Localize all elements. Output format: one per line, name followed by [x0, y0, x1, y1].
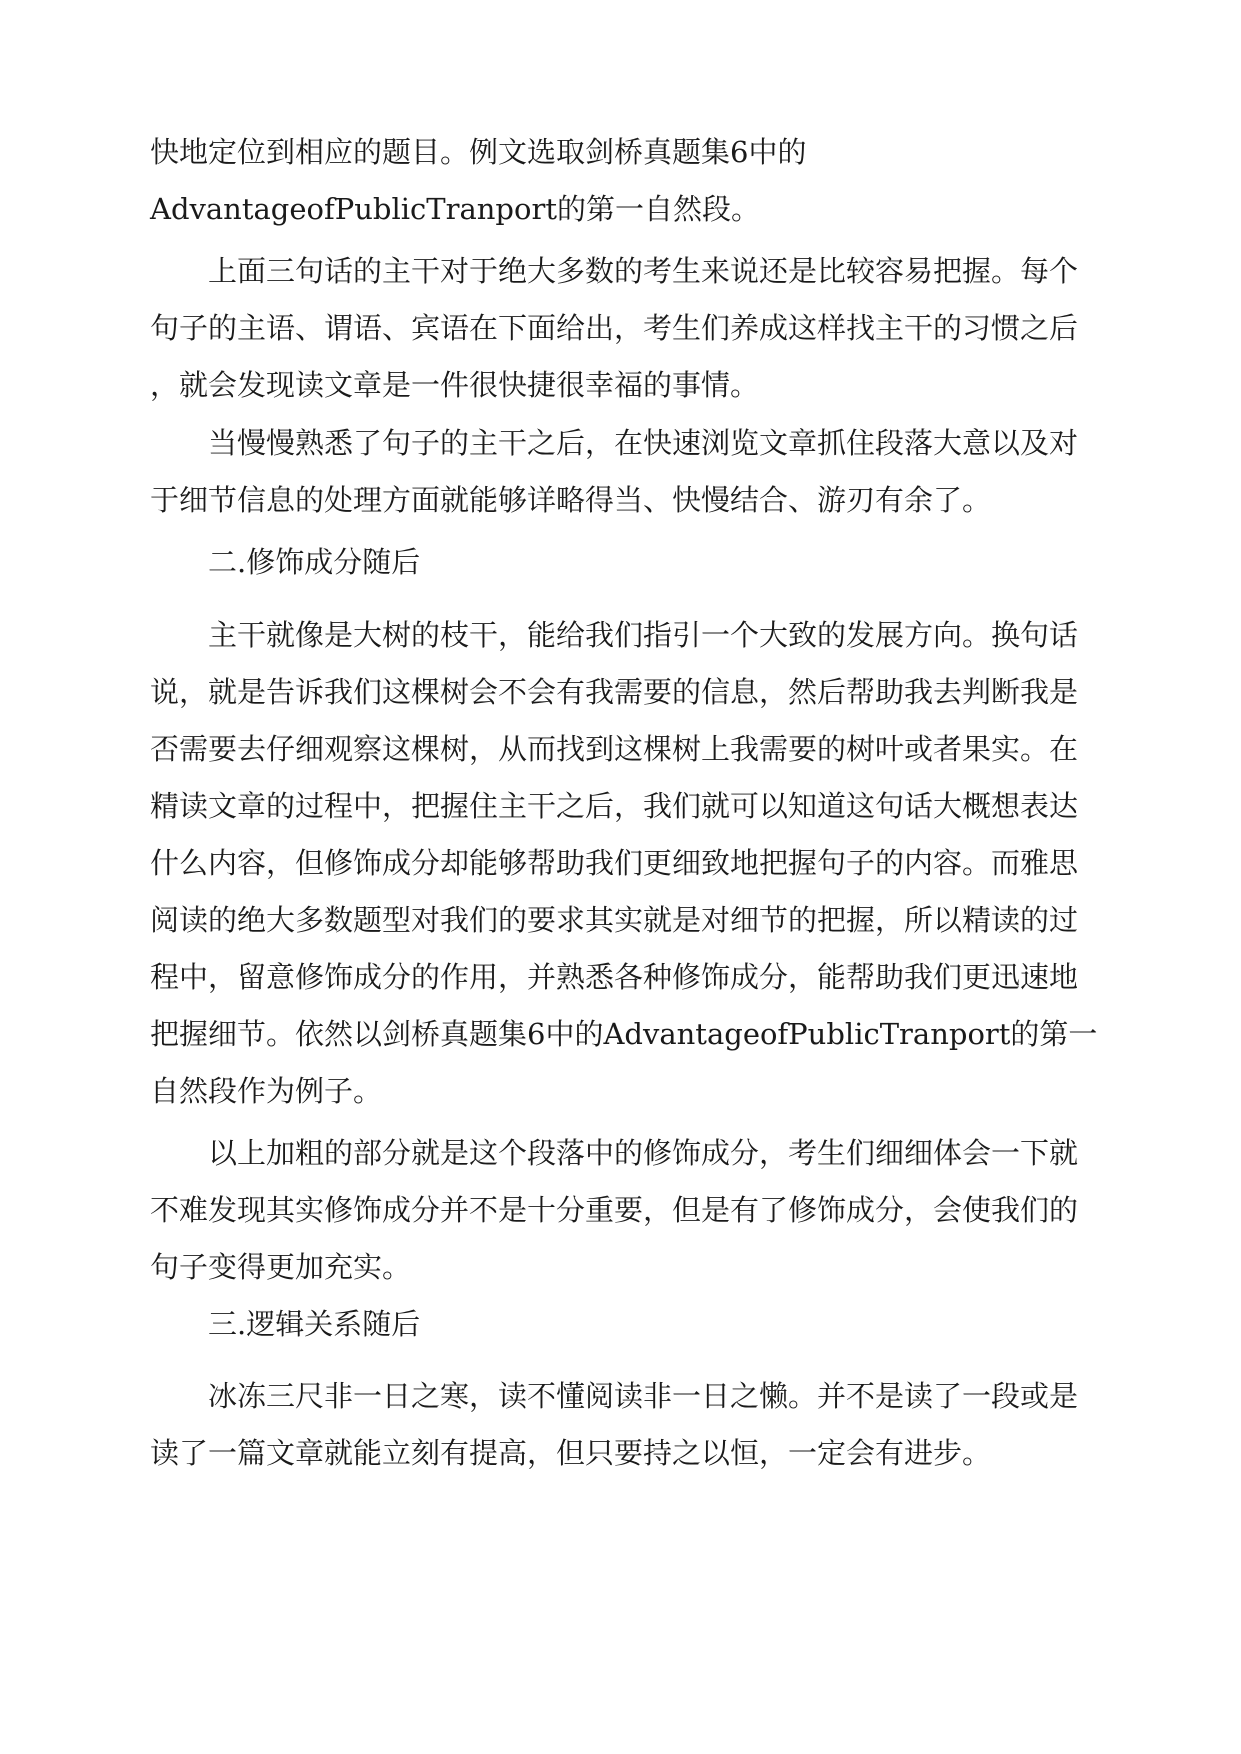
text-line: AdvantageofPublicTranport的第一自然段。 [150, 192, 760, 226]
section-heading-logic [150, 1296, 1090, 1353]
paragraph-persistence [150, 1368, 1090, 1482]
text-line: 程中，留意修饰成分的作用，并熟悉各种修饰成分，能帮助我们更迅速地 [150, 960, 1079, 994]
text-line: 句子的主语、谓语、宾语在下面给出，考生们养成这样找主干的习惯之后 [150, 311, 1079, 345]
text-line: 不难发现其实修饰成分并不是十分重要，但是有了修饰成分，会使我们的 [150, 1193, 1079, 1227]
text-line: 当慢慢熟悉了句子的主干之后，在快速浏览文章抓住段落大意以及对 [208, 426, 1079, 460]
paragraph-tree-metaphor [150, 607, 1098, 1120]
paragraph-sentence-trunk [150, 243, 1090, 414]
text-line: 读了一篇文章就能立刻有提高，但只要持之以恒，一定会有进步。 [150, 1436, 992, 1470]
text-line: 于细节信息的处理方面就能够详略得当、快慢结合、游刃有余了。 [150, 483, 992, 517]
text-line: 句子变得更加充实。 [150, 1250, 412, 1284]
section-heading-modifiers [150, 534, 1090, 591]
text-line: 冰冻三尺非一日之寒，读不懂阅读非一日之懒。并不是读了一段或是 [208, 1379, 1079, 1413]
text-line: 否需要去仔细观察这棵树，从而找到这棵树上我需要的树叶或者果实。在 [150, 732, 1079, 766]
paragraph-bold-modifiers [150, 1125, 1090, 1296]
text-line: 把握细节。依然以剑桥真题集6中的AdvantageofPublicTranport的第一 [150, 1017, 1098, 1051]
text-line: 上面三句话的主干对于绝大多数的考生来说还是比较容易把握。每个 [208, 254, 1079, 288]
heading-text: 三.逻辑关系随后 [208, 1307, 421, 1341]
heading-text: 二.修饰成分随后 [208, 545, 421, 579]
text-line: ，就会发现读文章是一件很快捷很幸福的事情。 [150, 368, 760, 402]
text-line: 什么内容，但修饰成分却能够帮助我们更细致地把握句子的内容。而雅思 [150, 846, 1079, 880]
paragraph-skimming [150, 415, 1090, 529]
text-line: 精读文章的过程中，把握住主干之后，我们就可以知道这句话大概想表达 [150, 789, 1079, 823]
text-line: 阅读的绝大多数题型对我们的要求其实就是对细节的把握，所以精读的过 [150, 903, 1079, 937]
text-line: 快地定位到相应的题目。例文选取剑桥真题集6中的 [150, 135, 807, 169]
text-line: 自然段作为例子。 [150, 1074, 383, 1108]
paragraph-intro-continuation [150, 124, 1090, 238]
text-line: 主干就像是大树的枝干，能给我们指引一个大致的发展方向。换句话 [208, 618, 1079, 652]
text-line: 以上加粗的部分就是这个段落中的修饰成分，考生们细细体会一下就 [208, 1136, 1079, 1170]
text-line: 说，就是告诉我们这棵树会不会有我需要的信息，然后帮助我去判断我是 [150, 675, 1079, 709]
